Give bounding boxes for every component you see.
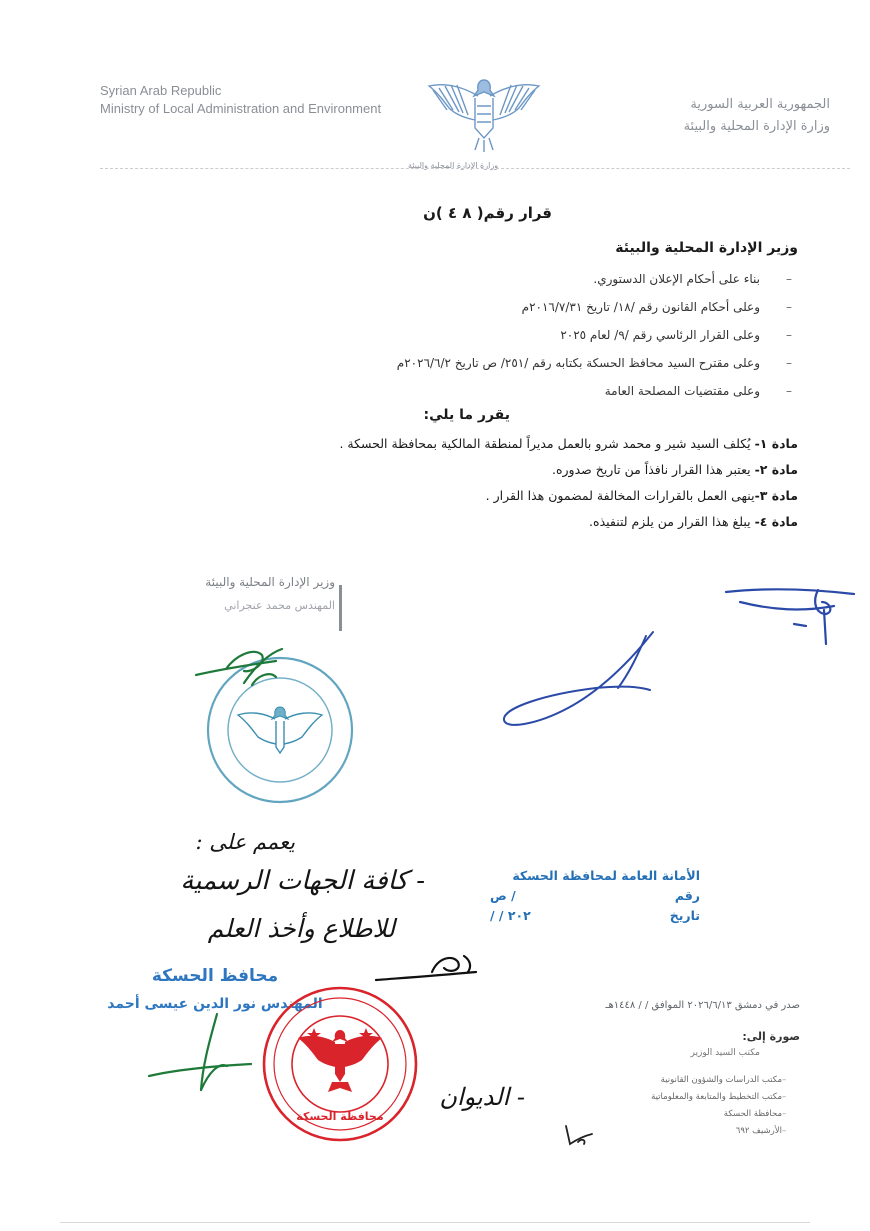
- syrian-eagle-emblem-icon: [425, 66, 543, 158]
- secretariat-stamp: [490, 866, 700, 926]
- handwritten-for-info: للاطلاع وأخذ العلم: [207, 914, 395, 943]
- header-en-ministry: Ministry of Local Administration and Environment: [100, 101, 382, 116]
- header-en-country: Syrian Arab Republic: [100, 83, 222, 98]
- article-item: [118, 484, 798, 510]
- issued-line: صدر في دمشق ٢٠٢٦/٦/١٣ الموافق / / ١٤٤٨هـ: [605, 1000, 800, 1011]
- distribution-item: – مكتب التخطيط والمتابعة والمعلوماتية: [580, 1089, 800, 1106]
- distribution-item: – الأرشيف ٦٩٢: [580, 1123, 800, 1140]
- preamble-item: – بناء على أحكام الإعلان الدستوري.: [272, 268, 792, 296]
- handwritten-circulate: يعمم على :: [195, 830, 295, 854]
- signature-title: وزير الإدارة المحلية والبيئة: [205, 575, 335, 589]
- minister-heading: وزير الإدارة المحلية والبيئة: [615, 240, 798, 256]
- secretariat-number-label: رقم: [674, 888, 700, 903]
- article-text: يبلغ هذا القرار من يلزم لتنفيذه.: [589, 514, 755, 529]
- header-arabic: [684, 94, 830, 138]
- decides-heading: يقرر ما يلي:: [423, 407, 510, 423]
- article-key: مادة ٣-: [754, 488, 798, 503]
- handwritten-signature-icon: [372, 950, 482, 988]
- header-ar-country: الجمهورية العربية السورية: [690, 97, 830, 112]
- article-text: ينهى العمل بالقرارات المخالفة لمضمون هذا القرار .: [485, 488, 755, 503]
- signature-name: المهندس محمد عنجراني: [224, 599, 335, 612]
- distribution-item: – مكتب الدراسات والشؤون القانونية: [580, 1072, 800, 1089]
- article-key: مادة ٤-: [754, 514, 798, 529]
- article-key: مادة ٢-: [754, 462, 798, 477]
- article-item: [118, 510, 798, 536]
- page-bottom-divider: [60, 1222, 810, 1223]
- handwritten-all-agencies: - كافة الجهات الرسمية: [180, 866, 425, 896]
- preamble-item: – وعلى مقتضيات المصلحة العامة: [272, 380, 792, 408]
- decree-number: قرار رقم( ٨ ٤ )ن: [423, 204, 552, 222]
- ministry-stamp-icon: [192, 645, 362, 810]
- distribution-item: – محافظة الحسكة: [580, 1106, 800, 1123]
- copy-to-minister-office: مكتب السيد الوزير: [690, 1048, 760, 1058]
- minister-signature-block: [150, 575, 335, 612]
- article-item: [118, 458, 798, 484]
- article-text: يُكلف السيد شير و محمد شرو بالعمل مديراً لمنطقة المالكية بمحافظة الحسكة .: [339, 436, 755, 451]
- secretariat-number-row: [490, 886, 700, 906]
- distribution-list: [580, 1072, 800, 1140]
- handwritten-diwan: - الديوان: [439, 1083, 525, 1111]
- minister-signature-icon: [498, 628, 658, 732]
- article-text: يعتبر هذا القرار نافذاً من تاريخ صدوره.: [552, 462, 755, 477]
- secretariat-date-value: ٢٠٢ / /: [490, 908, 531, 923]
- secretariat-title: الأمانة العامة لمحافظة الحسكة: [512, 868, 700, 883]
- header-ar-ministry: وزارة الإدارة المحلية والبيئة: [683, 119, 830, 134]
- governorate-seal-icon: [258, 984, 424, 1146]
- header-divider: [100, 168, 850, 169]
- secretariat-number-value: / ص: [490, 888, 516, 903]
- paraph-signature-icon: [722, 580, 862, 650]
- copy-to-heading: صورة إلى:: [742, 1030, 800, 1043]
- signature-bar: [339, 585, 342, 631]
- secretariat-date-label: تاريخ: [669, 908, 700, 923]
- seal-bottom-text: محافظة الحسكة: [296, 1110, 384, 1123]
- emblem-caption: وزارة الإدارة المحلية والبيئة: [407, 161, 499, 170]
- header-english: [100, 82, 381, 118]
- article-item: [118, 432, 798, 458]
- articles-list: [118, 432, 798, 536]
- preamble-item: – وعلى القرار الرئاسي رقم /٩/ لعام ٢٠٢٥: [272, 324, 792, 352]
- governor-title: محافظ الحسكة: [151, 966, 279, 986]
- governor-name: المهندس نور الدين عيسى أحمد: [107, 996, 323, 1012]
- archive-initials-icon: [560, 1122, 596, 1148]
- governor-signature-icon: [145, 1010, 255, 1100]
- preamble-item: – وعلى مقترح السيد محافظ الحسكة بكتابه رقم /٢٥١/ ص تاريخ ٢٠٢٦/٦/٢م: [272, 352, 792, 380]
- preamble-list: [272, 268, 792, 408]
- article-key: مادة ١-: [754, 436, 798, 451]
- secretariat-date-row: [490, 906, 700, 926]
- preamble-item: – وعلى أحكام القانون رقم /١٨/ تاريخ ٢٠١٦/٧/٣١م: [272, 296, 792, 324]
